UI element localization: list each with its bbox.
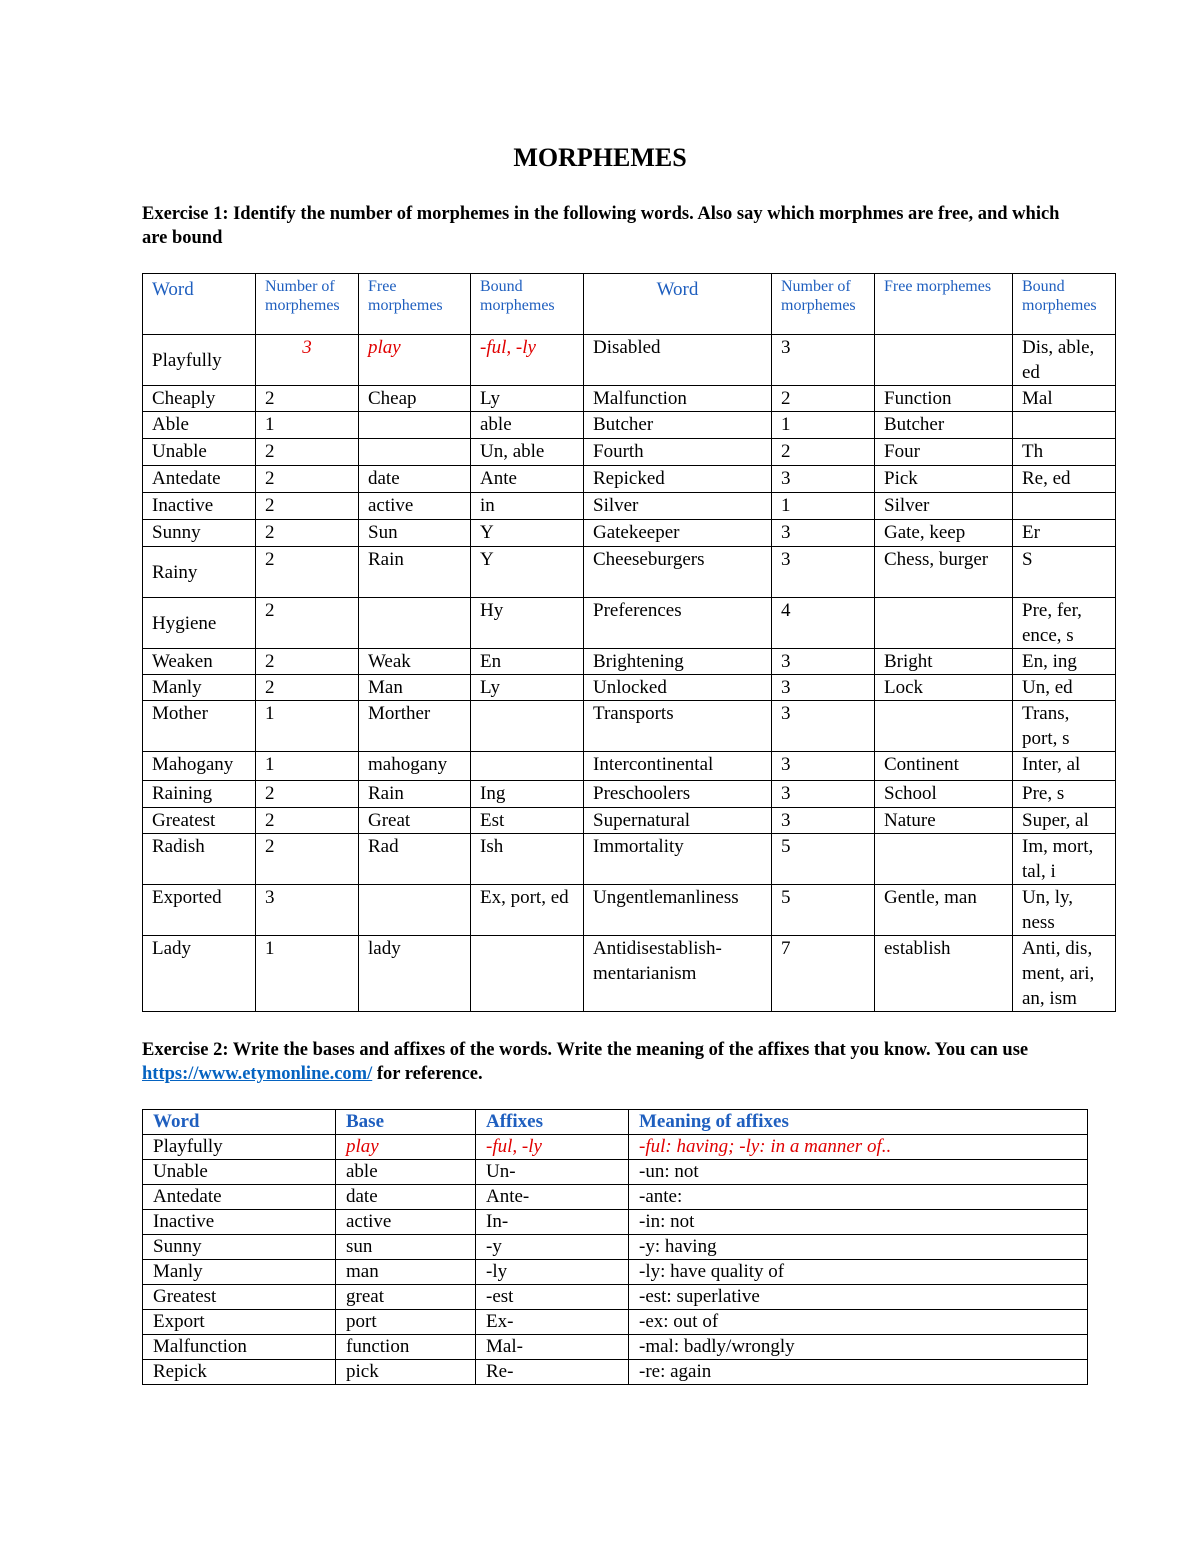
- table-cell: 3: [772, 466, 875, 493]
- table-cell: 2: [772, 439, 875, 466]
- header-cell: Word: [143, 274, 256, 335]
- table-cell: 3: [772, 808, 875, 834]
- table-row: [143, 649, 1116, 675]
- table-row: [143, 781, 1116, 808]
- page-title: MORPHEMES: [513, 143, 687, 172]
- table-cell: Malfunction: [143, 1335, 336, 1360]
- table-cell: Unable: [143, 1160, 336, 1185]
- table-cell: Repicked: [584, 466, 772, 493]
- table-row: [143, 1235, 1088, 1260]
- table-cell: -un: not: [629, 1160, 1088, 1185]
- table-cell: Great: [359, 808, 471, 834]
- table-row: [143, 1185, 1088, 1210]
- table-cell: 1: [256, 412, 359, 439]
- table-cell: Trans, port, s: [1013, 701, 1116, 752]
- table-cell: 1: [256, 701, 359, 752]
- table-cell: play: [359, 335, 471, 386]
- table-cell: -ful, -ly: [476, 1135, 629, 1160]
- header-cell: Free morphemes: [359, 274, 471, 335]
- table-cell: Radish: [143, 834, 256, 885]
- table-cell: Greatest: [143, 808, 256, 834]
- table-cell: Butcher: [875, 412, 1013, 439]
- table-cell: Silver: [875, 493, 1013, 520]
- table-cell: School: [875, 781, 1013, 808]
- table-cell: Greatest: [143, 1285, 336, 1310]
- exercise2-table: [142, 1109, 1088, 1385]
- table-cell: Cheap: [359, 386, 471, 412]
- header-cell: Word: [584, 274, 772, 335]
- table-cell: port: [336, 1310, 476, 1335]
- table-cell: function: [336, 1335, 476, 1360]
- table-cell: Gate, keep: [875, 520, 1013, 547]
- table-cell: Weak: [359, 649, 471, 675]
- table-row: [143, 675, 1116, 701]
- table-cell: Sunny: [143, 1235, 336, 1260]
- table-cell: Y: [471, 520, 584, 547]
- table-cell: In-: [476, 1210, 629, 1235]
- table-cell: -ex: out of: [629, 1310, 1088, 1335]
- table-cell: Pre, fer, ence, s: [1013, 598, 1116, 649]
- table-cell: Inter, al: [1013, 752, 1116, 781]
- table-cell: Super, al: [1013, 808, 1116, 834]
- table-cell: [875, 598, 1013, 649]
- table-cell: 3: [772, 752, 875, 781]
- table-cell: Ungentlemanliness: [584, 885, 772, 936]
- table-cell: [875, 834, 1013, 885]
- exercise2-header-row: [143, 1110, 1088, 1135]
- table-row: [143, 466, 1116, 493]
- table-cell: Mother: [143, 701, 256, 752]
- table-cell: -y: [476, 1235, 629, 1260]
- table-cell: Weaken: [143, 649, 256, 675]
- table-row: [143, 547, 1116, 598]
- table-cell: -ly: have quality of: [629, 1260, 1088, 1285]
- table-row: [143, 493, 1116, 520]
- table-cell: -est: [476, 1285, 629, 1310]
- table-cell: Playfully: [143, 335, 256, 386]
- table-row: [143, 1335, 1088, 1360]
- header-cell: Free morphemes: [875, 274, 1013, 335]
- header-cell: Bound morphemes: [471, 274, 584, 335]
- table-cell: Mal: [1013, 386, 1116, 412]
- table-cell: Able: [143, 412, 256, 439]
- table-cell: 2: [256, 649, 359, 675]
- table-cell: 1: [256, 936, 359, 1012]
- table-cell: Ex, port, ed: [471, 885, 584, 936]
- table-cell: pick: [336, 1360, 476, 1385]
- header-cell: Meaning of affixes: [629, 1110, 1088, 1135]
- table-cell: Supernatural: [584, 808, 772, 834]
- table-row: [143, 1160, 1088, 1185]
- table-cell: -ful, -ly: [471, 335, 584, 386]
- table-cell: 2: [256, 439, 359, 466]
- table-cell: Rain: [359, 781, 471, 808]
- table-cell: Function: [875, 386, 1013, 412]
- table-cell: Nature: [875, 808, 1013, 834]
- table-row: [143, 386, 1116, 412]
- table-row: [143, 520, 1116, 547]
- table-cell: establish: [875, 936, 1013, 1012]
- table-cell: 3: [772, 335, 875, 386]
- table-cell: Repick: [143, 1360, 336, 1385]
- table-row: [143, 834, 1116, 885]
- table-row: [143, 808, 1116, 834]
- exercise1-label: Exercise 1:: [142, 204, 229, 224]
- table-cell: Preschoolers: [584, 781, 772, 808]
- table-cell: Antedate: [143, 466, 256, 493]
- table-cell: -ful: having; -ly: in a manner of..: [629, 1135, 1088, 1160]
- table-cell: Disabled: [584, 335, 772, 386]
- table-cell: 2: [256, 493, 359, 520]
- table-cell: Pick: [875, 466, 1013, 493]
- table-cell: Immortality: [584, 834, 772, 885]
- table-cell: [875, 701, 1013, 752]
- table-cell: -ly: [476, 1260, 629, 1285]
- table-cell: date: [336, 1185, 476, 1210]
- table-cell: Ante: [471, 466, 584, 493]
- table-cell: 5: [772, 885, 875, 936]
- table-row: [143, 335, 1116, 386]
- table-cell: able: [471, 412, 584, 439]
- table-cell: Manly: [143, 1260, 336, 1285]
- table-cell: [1013, 493, 1116, 520]
- table-cell: Transports: [584, 701, 772, 752]
- table-cell: 7: [772, 936, 875, 1012]
- table-cell: 3: [256, 885, 359, 936]
- exercise1-text: Identify the number of morphemes in the following words. Also say which morphmes are free, and which are bound: [142, 204, 1060, 248]
- table-cell: Un, ly, ness: [1013, 885, 1116, 936]
- table-row: [143, 1285, 1088, 1310]
- table-row: [143, 885, 1116, 936]
- table-cell: mahogany: [359, 752, 471, 781]
- table-cell: 2: [256, 466, 359, 493]
- table-cell: Inactive: [143, 493, 256, 520]
- table-cell: -re: again: [629, 1360, 1088, 1385]
- table-cell: 1: [772, 493, 875, 520]
- table-cell: Ex-: [476, 1310, 629, 1335]
- table-cell: En, ing: [1013, 649, 1116, 675]
- table-cell: [471, 752, 584, 781]
- table-cell: -mal: badly/wrongly: [629, 1335, 1088, 1360]
- table-cell: Mahogany: [143, 752, 256, 781]
- header-cell: Number of morphemes: [256, 274, 359, 335]
- table-cell: Un, able: [471, 439, 584, 466]
- table-cell: Fourth: [584, 439, 772, 466]
- table-cell: 3: [772, 701, 875, 752]
- table-cell: [1013, 412, 1116, 439]
- exercise2-text: Write the bases and affixes of the words. Write the meaning of the affixes that you know. You can use: [232, 1040, 1029, 1060]
- table-cell: Er: [1013, 520, 1116, 547]
- header-cell: Word: [143, 1110, 336, 1135]
- table-cell: Exported: [143, 885, 256, 936]
- table-cell: Brightening: [584, 649, 772, 675]
- table-cell: Raining: [143, 781, 256, 808]
- table-cell: Inactive: [143, 1210, 336, 1235]
- header-cell: Affixes: [476, 1110, 629, 1135]
- table-cell: -in: not: [629, 1210, 1088, 1235]
- table-cell: Anti, dis, ment, ari, an, ism: [1013, 936, 1116, 1012]
- table-cell: [359, 885, 471, 936]
- table-cell: 2: [256, 834, 359, 885]
- table-cell: 1: [256, 752, 359, 781]
- table-cell: Hygiene: [143, 598, 256, 649]
- table-cell: active: [336, 1210, 476, 1235]
- table-row: [143, 1360, 1088, 1385]
- table-cell: Man: [359, 675, 471, 701]
- exercise2-instructions: [142, 1038, 1062, 1086]
- table-cell: Malfunction: [584, 386, 772, 412]
- table-cell: Est: [471, 808, 584, 834]
- table-row: [143, 1135, 1088, 1160]
- table-cell: Unable: [143, 439, 256, 466]
- table-cell: 2: [772, 386, 875, 412]
- table-cell: Ly: [471, 675, 584, 701]
- table-cell: [471, 701, 584, 752]
- table-cell: great: [336, 1285, 476, 1310]
- table-cell: play: [336, 1135, 476, 1160]
- table-cell: S: [1013, 547, 1116, 598]
- table-cell: Antedate: [143, 1185, 336, 1210]
- table-cell: Dis, able, ed: [1013, 335, 1116, 386]
- table-cell: Sun: [359, 520, 471, 547]
- table-cell: 2: [256, 547, 359, 598]
- table-row: [143, 439, 1116, 466]
- table-cell: Preferences: [584, 598, 772, 649]
- table-cell: Ly: [471, 386, 584, 412]
- table-cell: Rain: [359, 547, 471, 598]
- table-cell: Rad: [359, 834, 471, 885]
- exercise2-label: Exercise 2:: [142, 1040, 229, 1060]
- table-cell: Cheeseburgers: [584, 547, 772, 598]
- table-cell: 3: [772, 649, 875, 675]
- table-row: [143, 1260, 1088, 1285]
- table-cell: [359, 598, 471, 649]
- table-cell: 4: [772, 598, 875, 649]
- table-row: [143, 752, 1116, 781]
- table-cell: Morther: [359, 701, 471, 752]
- table-cell: 3: [772, 547, 875, 598]
- table-cell: 1: [772, 412, 875, 439]
- table-cell: Manly: [143, 675, 256, 701]
- table-cell: 3: [772, 781, 875, 808]
- table-cell: Continent: [875, 752, 1013, 781]
- table-cell: Ish: [471, 834, 584, 885]
- table-cell: Sunny: [143, 520, 256, 547]
- table-cell: [875, 335, 1013, 386]
- table-cell: -ante:: [629, 1185, 1088, 1210]
- table-cell: 3: [772, 675, 875, 701]
- table-cell: Un-: [476, 1160, 629, 1185]
- table-cell: 3: [772, 520, 875, 547]
- table-cell: Hy: [471, 598, 584, 649]
- table-cell: Th: [1013, 439, 1116, 466]
- table-cell: active: [359, 493, 471, 520]
- table-cell: Ante-: [476, 1185, 629, 1210]
- table-cell: in: [471, 493, 584, 520]
- table-cell: En: [471, 649, 584, 675]
- table-cell: Chess, burger: [875, 547, 1013, 598]
- table-row: [143, 936, 1116, 1012]
- table-cell: -y: having: [629, 1235, 1088, 1260]
- table-cell: Im, mort, tal, i: [1013, 834, 1116, 885]
- etymonline-link[interactable]: https://www.etymonline.com/: [142, 1064, 373, 1084]
- table-cell: Re, ed: [1013, 466, 1116, 493]
- header-cell: Bound morphemes: [1013, 274, 1116, 335]
- table-cell: Pre, s: [1013, 781, 1116, 808]
- table-cell: Unlocked: [584, 675, 772, 701]
- table-cell: Four: [875, 439, 1013, 466]
- exercise1-table: [142, 273, 1116, 1012]
- table-cell: Antidisestablish-mentarianism: [584, 936, 772, 1012]
- table-cell: Export: [143, 1310, 336, 1335]
- table-row: [143, 598, 1116, 649]
- table-cell: Butcher: [584, 412, 772, 439]
- table-cell: 2: [256, 675, 359, 701]
- table-row: [143, 1310, 1088, 1335]
- table-cell: Bright: [875, 649, 1013, 675]
- table-cell: date: [359, 466, 471, 493]
- table-cell: -est: superlative: [629, 1285, 1088, 1310]
- exercise2-text-end: for reference.: [376, 1064, 483, 1084]
- table-cell: [359, 412, 471, 439]
- table-cell: Gatekeeper: [584, 520, 772, 547]
- table-cell: Y: [471, 547, 584, 598]
- table-cell: Playfully: [143, 1135, 336, 1160]
- table-cell: lady: [359, 936, 471, 1012]
- table-cell: Silver: [584, 493, 772, 520]
- header-cell: Number of morphemes: [772, 274, 875, 335]
- table-cell: Ing: [471, 781, 584, 808]
- table-cell: 2: [256, 386, 359, 412]
- table-cell: sun: [336, 1235, 476, 1260]
- table-cell: 2: [256, 598, 359, 649]
- table-cell: Gentle, man: [875, 885, 1013, 936]
- table-cell: Cheaply: [143, 386, 256, 412]
- exercise1-instructions: [142, 202, 1062, 250]
- table-cell: 3: [256, 335, 359, 386]
- table-cell: Lady: [143, 936, 256, 1012]
- table-cell: Un, ed: [1013, 675, 1116, 701]
- table-cell: 2: [256, 520, 359, 547]
- table-cell: Intercontinental: [584, 752, 772, 781]
- table-row: [143, 412, 1116, 439]
- table-cell: able: [336, 1160, 476, 1185]
- table-cell: 2: [256, 781, 359, 808]
- exercise1-header-row: [143, 274, 1116, 335]
- table-row: [143, 1210, 1088, 1235]
- table-cell: Rainy: [143, 547, 256, 598]
- table-cell: Re-: [476, 1360, 629, 1385]
- table-row: [143, 701, 1116, 752]
- table-cell: Lock: [875, 675, 1013, 701]
- table-cell: [471, 936, 584, 1012]
- table-cell: man: [336, 1260, 476, 1285]
- table-cell: 5: [772, 834, 875, 885]
- table-cell: Mal-: [476, 1335, 629, 1360]
- table-cell: 2: [256, 808, 359, 834]
- table-cell: [359, 439, 471, 466]
- header-cell: Base: [336, 1110, 476, 1135]
